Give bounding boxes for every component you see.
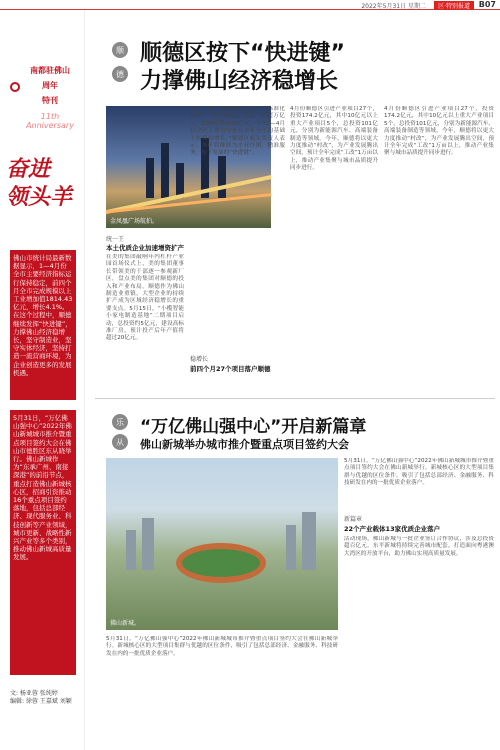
article2-body1-continued: 5月31日，“万亿佛山强中心”2022年佛山新城城市推介暨重点项目签约大会在佛山新城举行。新城核心区的大型项目集群与优越的区位条件，吸引了包括总部经济、金融服务、科技研发在内的一批优质企业落户。 xyxy=(106,636,338,657)
page-number: B07 xyxy=(478,0,496,9)
page-header xyxy=(0,0,500,10)
article2-subheadline: 佛山新城举办城市推介暨重点项目签约大会 xyxy=(140,438,349,451)
region-tag-3: 乐 xyxy=(112,414,128,430)
author-credit: 文: 杨亚蓉 张纯婷 编辑: 徐蓉 王嘉斌 刘颖 xyxy=(10,690,72,705)
summary-box-foshan: 5月31日，“万亿佛山强中心”2022年佛山新城城市推介暨重点项目签约大会在佛山市德胜区东从晓举行。佛山新城作为“东承广州、南接深港”的前沿节点，重点打造佛山新城核心区，招商引资推动16个重点项目签约落地，包括总部经济、现代服务业、科技创新等产业领域，城市更新、战略性新兴产业等多个类别，推动佛山新城高质量发展。 xyxy=(10,410,76,675)
region-tag-1: 顺 xyxy=(112,42,128,58)
section-divider xyxy=(95,398,495,399)
anniversary-label: 11th Anniversary xyxy=(26,112,74,130)
article1-subhead1: 本土优质企业加速增资扩产 xyxy=(106,244,184,252)
brand-line1: 南都驻佛山 xyxy=(30,66,70,75)
slogan-line1: 奋进 xyxy=(6,157,51,182)
slogan-line2: 领头羊 xyxy=(6,185,73,210)
article1-headline-line2: 力撑佛山经济稳增长 xyxy=(140,69,339,94)
article2-photo xyxy=(106,458,338,630)
article2-body1: 5月31日，“万亿佛山强中心”2022年佛山新城城市推介暨重点项目签约大会在佛山新城举行。新城核心区的大型项目集群与优越的区位条件，吸引了包括总部经济、金融服务、科技研发在内的一批优质企业落户。 xyxy=(344,458,494,487)
region-tag-4: 从 xyxy=(112,434,128,450)
brand-block xyxy=(16,65,84,130)
article2-headline: “万亿佛山强中心”开启新篇章 xyxy=(140,417,367,437)
article2-photo-caption: 佛山新城。 xyxy=(110,620,141,627)
summary-box-shunde: 佛山市统计局最新数据显示，1—4月份全市主要经济指标运行保持稳定，前四个月全市完成规模以上工业增加值1814.43亿元，增长4.1%。在这个过程中，顺德继续发挥“快进键”，力撑佛山经济稳增长，坚守制造业，坚守实体经济，坚持打造一流营商环境，为企业创造更多的发展机遇。 xyxy=(10,250,76,400)
article1-subhead2: 前四个月27个项目落户顺德 xyxy=(190,365,271,373)
article1-body3-continued: 4月份顺德区引进产业项目27个，投资174.2亿元，其中10亿元以上重大产业项目5个，总投资101亿元，分别为新能源汽车、高端装备制造等领域。今年，顺德将以更大力度推动“村改”，为产业发展腾出空间，预计全年完成“工改”1万亩以上，推动产业集聚与城市品质提升同步进行。 xyxy=(384,106,494,157)
article1-headline-line1: 顺德区按下“快进键” xyxy=(140,41,345,66)
section-label: 区·特别报道 xyxy=(434,1,474,10)
article2-subhead2: 22个产业载体13家优质企业落户 xyxy=(344,525,441,533)
article1-body1: 在美的集团敲响年内杠杆产业园首场仪式上，美的集团董事长带领美的干部逐一参观新厂区，盘点美的集团对顺德的投入和产业布局。顺德作为佛山制造业重镇，大型企业的持续扩产成为区域经济稳增长的重要支点。5月15日，“小榄智能小家电制造基地”二期项目启动，总投资约5亿元，建设高标准厂房，预计投产后年产值将超过20亿元。 xyxy=(106,254,184,342)
article1-photo-caption: 金凤凰广场航拍。 xyxy=(110,218,159,225)
article1-body2: 模式开展，统筹推进全区行业标准化建设。“去年顺德工业总产值超万亿元，GDP达到4000亿元，今年1—4月份全区工业用电量在去年全年的基础上仍保持增长。”顺德区相关负责人表示，该区将继续为企业纾困，精准服务，按下发展的“快进键”。 xyxy=(190,106,285,157)
article1-byline2: 稳增长 xyxy=(190,356,209,363)
article1-body3: 4月份顺德区引进产业项目27个，投资174.2亿元，其中10亿元以上重大产业项目5个，总投资101亿元，分别为新能源汽车、高端装备制造等领域。今年，顺德将以更大力度推动“村改”，为产业发展腾出空间，预计全年完成“工改”1万亩以上，推动产业集聚与城市品质提升同步进行。 xyxy=(290,106,378,172)
article2-byline2: 新篇章 xyxy=(344,516,363,523)
article1-byline: 统一王 xyxy=(106,236,125,243)
brand-line3: 特刊 xyxy=(42,96,58,105)
region-tag-2: 德 xyxy=(112,66,128,82)
article2-body2: 活动现场，佛山新城与一批企业签订合作协议，涉及总投资超百亿元。东平新城将持续完善城市配套，打造面向粤港澳大湾区的开放平台，助力佛山实现高质量发展。 xyxy=(344,536,494,557)
brand-line2: 周年 xyxy=(42,81,58,90)
issue-date: 2022年5月31日 星期二 xyxy=(361,3,426,10)
